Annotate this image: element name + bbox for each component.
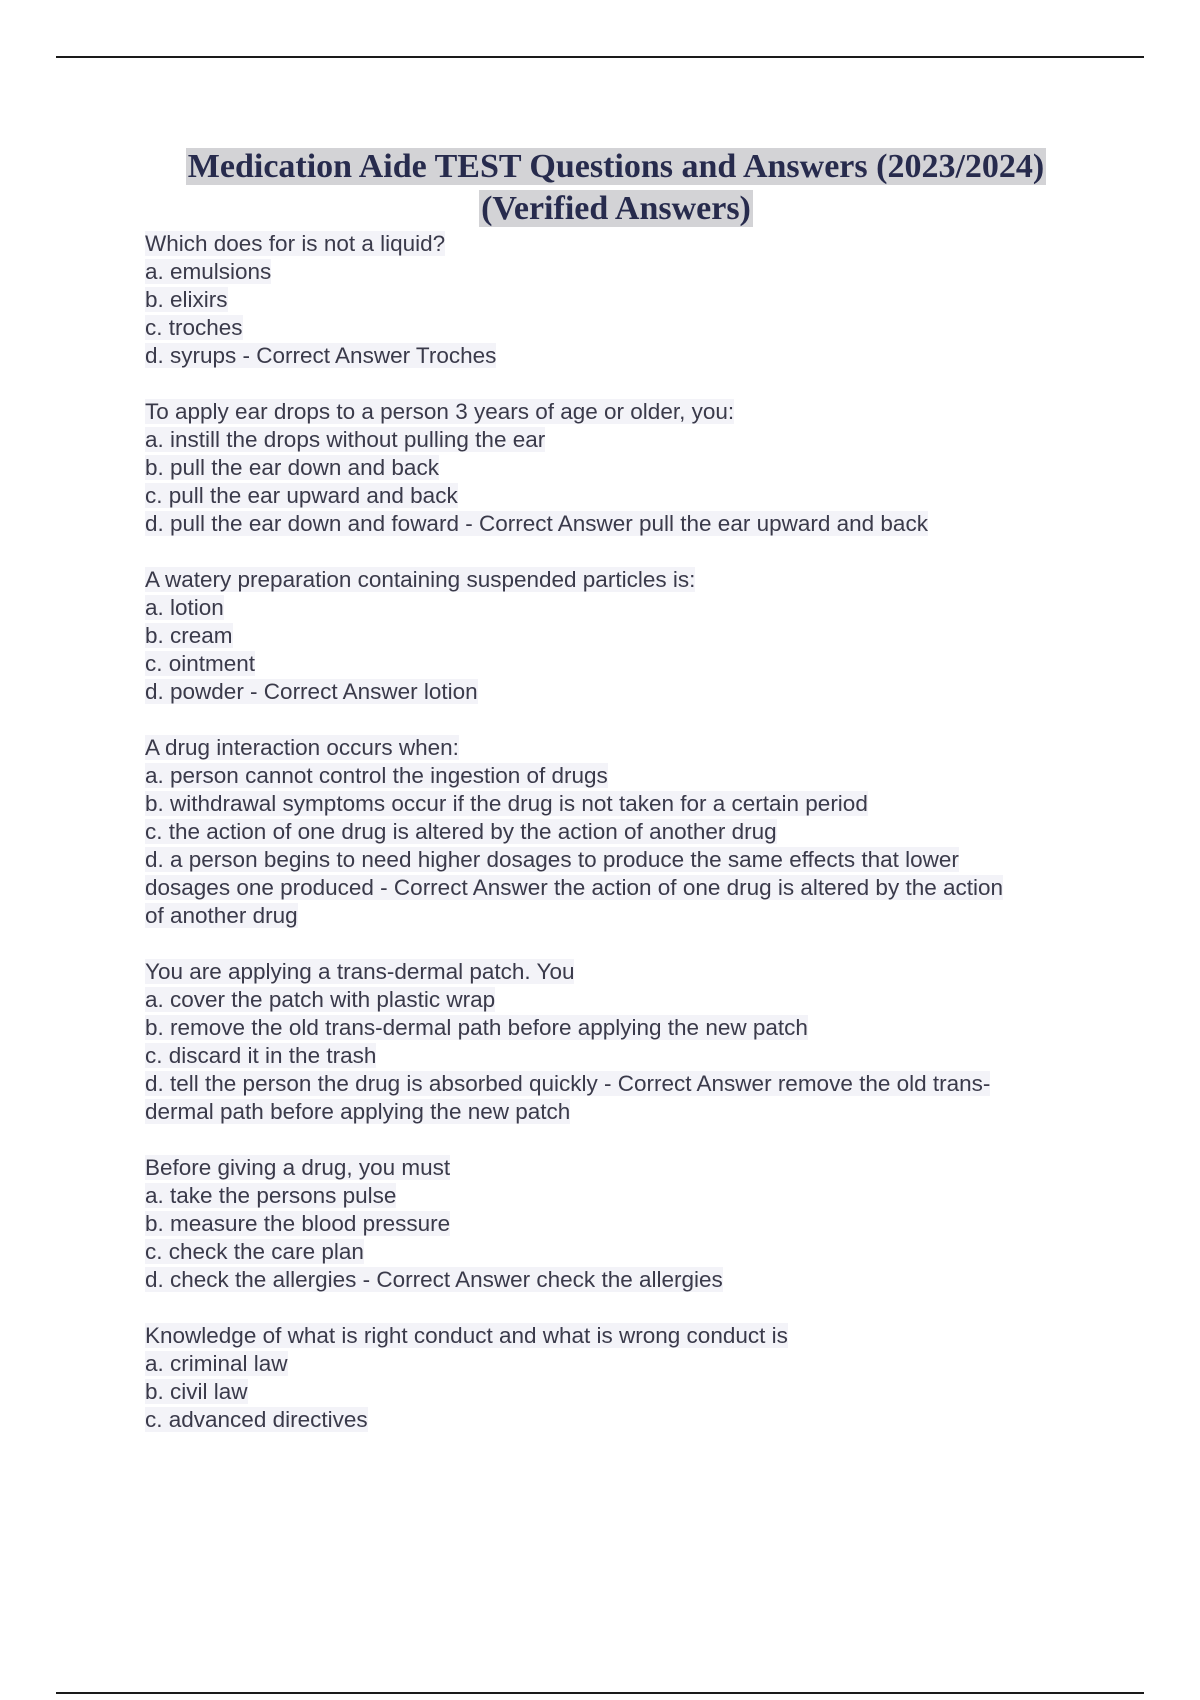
question-text: Before giving a drug, you must (145, 1155, 451, 1180)
answer-option-with-correct-answer: d. syrups - Correct Answer Troches (145, 343, 497, 368)
answer-option: a. emulsions (145, 259, 272, 284)
answer-option-with-correct-answer: dosages one produced - Correct Answer the action of one drug is altered by the action (145, 875, 1004, 900)
answer-option: a. criminal law (145, 1351, 288, 1376)
answer-option-with-correct-answer: d. pull the ear down and foward - Correct Answer pull the ear upward and back (145, 511, 928, 536)
answer-option: a. person cannot control the ingestion of drugs (145, 763, 608, 788)
question-list (145, 230, 1075, 1462)
answer-option: a. cover the patch with plastic wrap (145, 987, 496, 1012)
question-block (145, 566, 1075, 706)
question-text: A watery preparation containing suspended particles is: (145, 567, 696, 592)
answer-option: b. remove the old trans-dermal path before applying the new patch (145, 1015, 808, 1040)
answer-option: b. civil law (145, 1379, 248, 1404)
answer-option: b. pull the ear down and back (145, 455, 439, 480)
answer-option: c. the action of one drug is altered by the action of another drug (145, 819, 777, 844)
correct-answer-continuation: of another drug (145, 903, 298, 928)
question-block (145, 230, 1075, 370)
answer-option: b. measure the blood pressure (145, 1211, 451, 1236)
question-text: A drug interaction occurs when: (145, 735, 459, 760)
answer-option: c. pull the ear upward and back (145, 483, 458, 508)
answer-option: c. check the care plan (145, 1239, 364, 1264)
question-text: You are applying a trans-dermal patch. You (145, 959, 575, 984)
question-text: Which does for is not a liquid? (145, 231, 446, 256)
question-block (145, 1154, 1075, 1294)
answer-option: a. lotion (145, 595, 224, 620)
header-rule (56, 56, 1144, 58)
answer-option: c. troches (145, 315, 243, 340)
answer-option: c. ointment (145, 651, 256, 676)
answer-option: b. withdrawal symptoms occur if the drug is not taken for a certain period (145, 791, 868, 816)
answer-option-with-correct-answer: d. tell the person the drug is absorbed quickly - Correct Answer remove the old trans- (145, 1071, 991, 1096)
answer-option: b. cream (145, 623, 233, 648)
answer-option: c. discard it in the trash (145, 1043, 377, 1068)
answer-option: d. a person begins to need higher dosages to produce the same effects that lower (145, 847, 959, 872)
answer-option: c. advanced directives (145, 1407, 368, 1432)
question-block (145, 734, 1075, 930)
question-text: Knowledge of what is right conduct and what is wrong conduct is (145, 1323, 788, 1348)
answer-option-with-correct-answer: d. check the allergies - Correct Answer check the allergies (145, 1267, 723, 1292)
answer-option: a. take the persons pulse (145, 1183, 397, 1208)
question-block (145, 398, 1075, 538)
question-block (145, 1322, 1075, 1434)
footer-rule (56, 1692, 1144, 1694)
title-line-1: Medication Aide TEST Questions and Answers (2023/2024) (187, 148, 1045, 185)
question-text: To apply ear drops to a person 3 years of age or older, you: (145, 399, 735, 424)
title-line-2: (Verified Answers) (481, 190, 751, 227)
answer-option: a. instill the drops without pulling the ear (145, 427, 546, 452)
answer-option: b. elixirs (145, 287, 228, 312)
question-block (145, 958, 1075, 1126)
answer-option-with-correct-answer: d. powder - Correct Answer lotion (145, 679, 478, 704)
document-title (140, 146, 1092, 230)
correct-answer-continuation: dermal path before applying the new patch (145, 1099, 571, 1124)
